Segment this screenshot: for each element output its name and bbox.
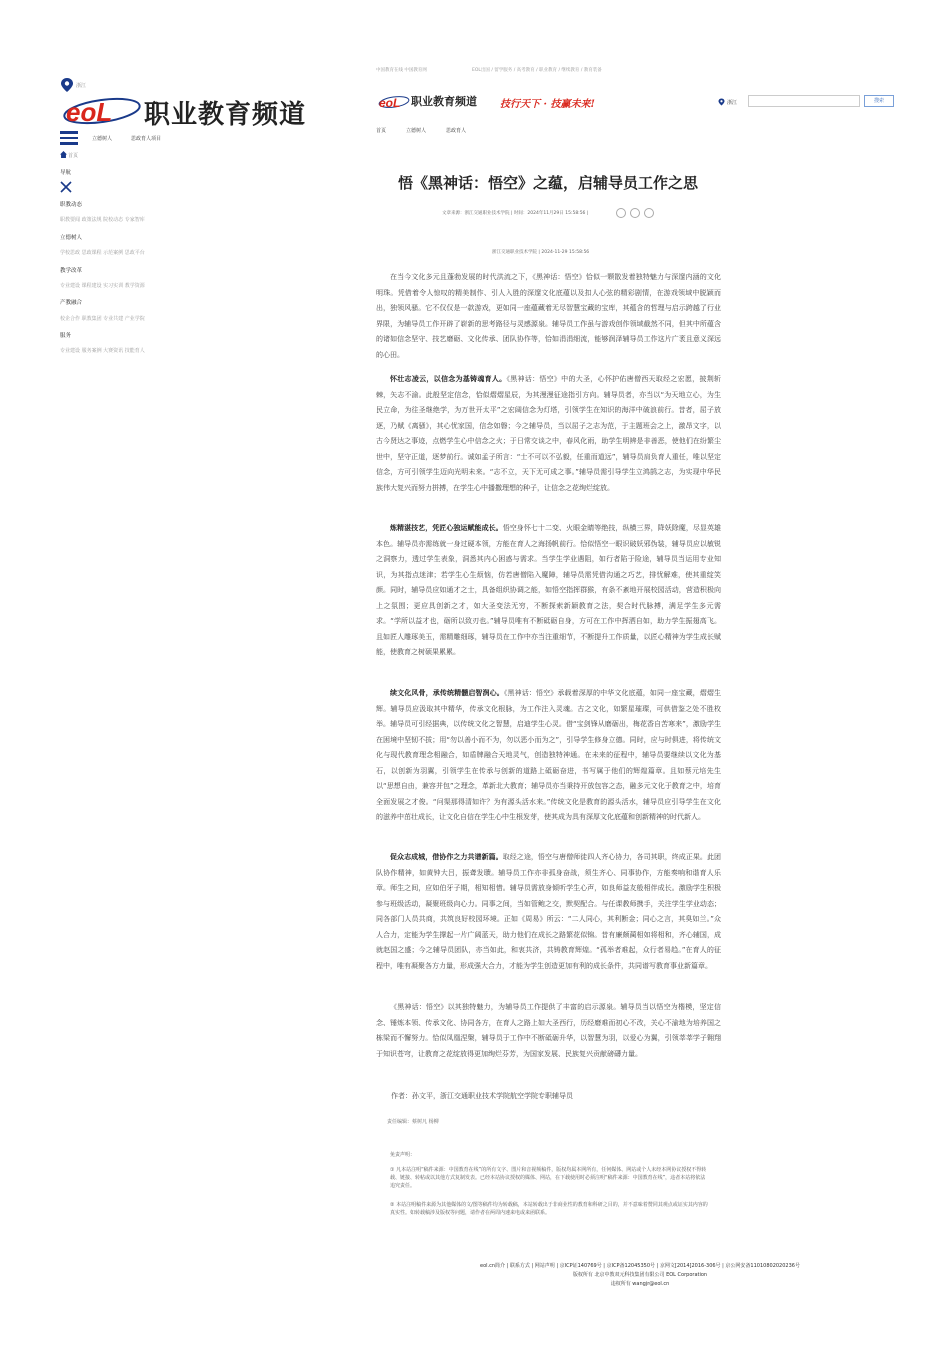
section-links[interactable]: 专业建设 课程建设 实习实训 教学资源 [60,283,145,289]
section-links[interactable]: 职教要闻 政策法规 院校动态 专家智库 [60,217,145,223]
share-circle-icon[interactable] [630,208,640,218]
sidebar-location[interactable]: 浙江 [76,83,87,89]
section-title[interactable]: 立德树人 [60,235,83,241]
header-logo-text: 职业教育频道 [411,95,477,108]
article-paragraph: 续文化风骨，承传统精髓启智润心。《黑神话：悟空》承载着深厚的中华文化底蕴，如同一座宝藏，熠熠生辉。辅导员应汲取其中精华，传承文化根脉，为工作注入灵魂。古之文化，如繁星璀璨，可供借鉴之处不胜枚举。辅导员可引经据典，以传统文化之智慧，启迪学生心灵。借“宝剑锋从磨砺出，梅花香自苦寒来”，激励学生在困境中坚韧不拔；用“勿以善小而不为，勿以恶小而为之”，引导学生修身立德。同时，应与时俱进，将传统文化与现代教育理念相融合，如盾牌融合天地灵气，创造独特神通。在未来的征程中，辅导员要继续以文化为基石，以创新为羽翼，引领学生在传承与创新的道路上砥砺奋进，书写属于他们的辉煌篇章。且如蔡元培先生以“思想自由，兼容并包”之理念，革新北大教育；辅导员亦当秉持开放包容之态，融多元文化于教育之中，培育全面发展之才俊。“问渠那得清如许？为有源头活水来。”传统文化是教育的源头活水，辅导员应引导学生在文化的滋养中茁壮成长，让文化自信在学生心中生根发芽，使其成为具有深厚文化底蕴和创新精神的时代新人。 [376,689,722,821]
eol-logo-icon [378,93,410,109]
section-title[interactable]: 职教动态 [60,202,83,208]
article-editor: 责任编辑：蔡树凡 杨柳 [387,1119,439,1125]
home-icon [60,151,67,158]
article-paragraph: 炼精湛技艺，凭匠心独运赋能成长。悟空身怀七十二变、火眼金睛等绝技，纵横三界，降妖除魔，尽显英雄本色。辅导员亦需练就一身过硬本领，方能在育人之海扬帆前行。恰似悟空一眼识破妖邪伪装，辅导员应以敏锐之洞察力，透过学生表象，洞悉其内心困惑与需求。当学生学业遇阻，如行者陷于险途，辅导员当运用专业知识，为其指点迷津；若学生心生烦恼，仿若唐僧陷入魔障，辅导员需凭借沟通之巧艺，排忧解难，使其重绽笑颜。同时，辅导员应如通才之士，具备组织协调之能，如悟空指挥群猴，有条不紊地开展校园活动，营造积极向上之氛围；更应具创新之才，如大圣变法无穷，不断探索新颖教育之法，契合时代脉搏，满足学生多元需求。“学所以益才也，砺所以致刃也。”辅导员唯有不断砥砺自身，方可在工作中挥洒自如，助力学生振翅高飞。且如匠人雕琢美玉，需精雕细琢，辅导员在工作中亦当注重细节，不断提升工作质量，以匠心精神为学生成长赋能，使教育之树硕果累累。 [376,524,722,656]
svg-text:eoL: eoL [66,97,113,126]
location-pin-icon [718,98,725,106]
section-links[interactable]: 学校思政 思政课程 示范案例 思政平台 [60,250,145,256]
sidebar-nav-item-2[interactable]: 思政育人项目 [131,136,162,142]
article-paragraph: 怀壮志凌云，以信念为基铸魂育人。《黑神话：悟空》中的大圣，心怀护佑唐僧西天取经之宏愿，披荆斩棘，矢志不渝。此般坚定信念，恰似熠熠星辰，为其漫漫征途指引方向。辅导员者，亦当以“为天地立心，为生民立命，为往圣继绝学，为万世开太平”之宏阔信念为灯塔，引领学生在知识的海洋中破浪前行。昔者，屈子放逐，乃赋《离骚》，其心忧家国，信念如磐；今之辅导员，当以屈子之志为范，于主题班会之上，激昂文字，以古今贤达之事迹，点燃学生心中信念之火；于日常交谈之中，春风化雨，助学生明辨是非善恶，使他们在纷繁尘世中，坚守正道，逐梦前行。诚如孟子所言：“士不可以不弘毅，任重而道远”，辅导员肩负育人重任，唯以坚定信念，方可引领学生迈向光明未来。“志不立，天下无可成之事。”辅导员需引导学生立鸿鹄之志，为实现中华民族伟大复兴而努力拼搏，在学生心中播撒理想的种子，让信念之花绚烂绽放。 [376,375,722,492]
footer-links[interactable]: eol.cn简介 | 联系方式 | 网站声明 | 京ICP证140769号 | 京ICP备12045350号 | 京网文[2014]2016-306号 | 京公网安备11010802020236号 [480,1263,800,1269]
disclaimer-title: 免责声明： [390,1152,416,1158]
nav-label: 导航 [60,170,72,176]
section-links[interactable]: 校企合作 职教集团 专业共建 产业学院 [60,316,145,322]
header-logo[interactable] [378,92,488,110]
sidebar-nav-item-1[interactable]: 立德树人 [92,136,113,142]
paragraph-lead: 炼精湛技艺，凭匠心独运赋能成长。 [390,524,503,532]
header-location[interactable]: 浙江 [727,100,738,106]
nav-home[interactable]: 首页 [376,128,387,134]
share-circle-icon[interactable] [616,208,626,218]
home-link[interactable]: 首页 [68,153,79,159]
section-title[interactable]: 服务 [60,333,72,339]
article-paragraph: 促众志成城，借协作之力共谱新篇。取经之途，悟空与唐僧师徒四人齐心协力，各司其职，终成正果。此团队协作精神，如黄钟大吕，振聋发聩。辅导员工作亦非孤身奋战，须生齐心、同事协作，方能奏响和谐育人乐章。师生之间，应如伯牙子期，相知相惜。辅导员需放身倾听学生心声，如良师益友般相伴成长。激励学生积极参与班级活动，凝聚班级向心力。同事之间，当如管鲍之交，默契配合。与任课教师携手，关注学生学业动态；同各部门人员共商，共筑良好校园环境。正如《周易》所云：“二人同心，其利断金；同心之言，其臭如兰。”众人合力，定能为学生撑起一片广阔蓝天，助力他们在成长之路繁花似锦。昔有廉颇蔺相如将相和，齐心辅国，成就赵国之盛；今之辅导员团队，亦当如此，和衷共济，共铸教育辉煌。“孤举者难起，众行者易趋。”在育人的征程中，唯有凝聚各方力量，形成强大合力，才能为学生创造更加有利的成长条件，共同谱写教育事业新篇章。 [376,853,722,970]
eol-logo-icon [62,92,142,126]
share-circle-icon[interactable] [644,208,654,218]
section-title[interactable]: 产教融合 [60,300,83,306]
search-button[interactable]: 搜索 [864,95,894,107]
article-sub-meta: 浙江交通职业技术学院 | 2024-11-29 15:58:56 [492,250,590,255]
article-meta: 文章来源：浙江交通职业技术学院 | 时间：2024年11月29日 15:58:56 | [442,211,589,216]
article-paragraph: 《黑神话：悟空》以其独特魅力，为辅导员工作提供了丰富的启示源泉。辅导员当以悟空为楷模，坚定信念、锤炼本领、传承文化、协同各方，在育人之路上如大圣西行，历经磨难而初心不改，关心不渝地为培养国之栋梁而不懈努力。恰似凤凰涅槃，辅导员于工作中不断砥砺升华，以智慧为羽，以爱心为翼，引领莘莘学子翱翔于知识苍穹，让教育之花绽放得更加绚烂芬芳，为国家发展、民族复兴贡献磅礴力量。 [376,1003,721,1058]
paragraph-lead: 怀壮志凌云，以信念为基铸魂育人。 [390,375,507,383]
disclaimer-1: ① 凡本站注明“稿件来源：中国教育在线”的所有文字、图片和音视频稿件，版权均属本网所有，任何媒体、网站或个人未经本网协议授权不得转载、链接、转帖或以其他方式复制发表。已经本站协议授权的媒体、网站，在下载使用时必须注明“稿件来源：中国教育在线”，违者本站将依法追究责任。 [390,1167,707,1189]
search-input[interactable] [748,95,860,107]
paragraph-lead: 促众志成城，借协作之力共谱新篇。 [390,853,503,861]
article-paragraph: 在当今文化多元且蓬勃发展的时代洪流之下，《黑神话：悟空》恰似一颗散发着独特魅力与深邃内涵的文化明珠。凭借着令人惊叹的精美制作、引人入胜的深邃文化底蕴以及扣人心弦的精彩剧情，在游戏领域中脱颖而出，独领风骚。它不仅仅是一款游戏，更如同一座蕴藏着无尽智慧宝藏的宝库，其蕴含的哲理与启示跨越了行业界限，为辅导员工作开辟了崭新的思考路径与灵感源泉。辅导员工作虽与游戏创作领域截然不同，但其中所蕴含的诸如信念坚守、技艺磨砺、文化传承、团队协作等，恰如涓涓细流，能够润泽辅导员工作这片广袤且意义深远的心田。 [376,273,721,359]
section-links[interactable]: 专业建设 服务案例 大赛资讯 技能育人 [60,348,145,354]
footer-contact: 违权所有 wangjr@eol.cn [610,1281,670,1287]
top-links-left[interactable]: 中国教育在线 中国教育网 [376,68,427,73]
sidebar-logo-text: 职业教育频道 [144,100,307,130]
footer-copyright: 版权所有 北京中教双元科技集团有限公司 EOL Corporation [572,1272,708,1278]
top-links-right[interactable]: EOL出国 / 留学服务 / 高考教育 / 职业教育 / 继续教育 / 教育装备 [472,68,602,73]
section-title[interactable]: 教学改革 [60,268,83,274]
sidebar-logo[interactable] [62,92,307,130]
svg-text:eoL: eoL [379,96,401,109]
disclaimer-2: ② 本站注明稿件来源为其他媒体的文/图等稿件均为转载稿，本站转载出于非商业性的教育和科研之目的，并不意味着赞同其观点或证实其内容的真实性。如转载稿涉及版权等问题，请作者在两周内速来电或来函联系。 [390,1202,708,1216]
menu-icon[interactable] [60,131,78,145]
article-title: 悟《黑神话：悟空》之蕴，启辅导员工作之思 [397,174,698,192]
location-pin-icon [60,78,74,92]
article-author: 作者：孙文平，浙江交通职业技术学院航空学院专职辅导员 [391,1092,573,1100]
nav-sizheng[interactable]: 思政育人 [446,128,467,134]
close-icon[interactable] [60,181,72,193]
slogan: 技行天下 · 技赢未来! [500,99,595,110]
nav-lide[interactable]: 立德树人 [406,128,427,134]
paragraph-lead: 续文化风骨，承传统精髓启智润心。 [390,689,504,697]
